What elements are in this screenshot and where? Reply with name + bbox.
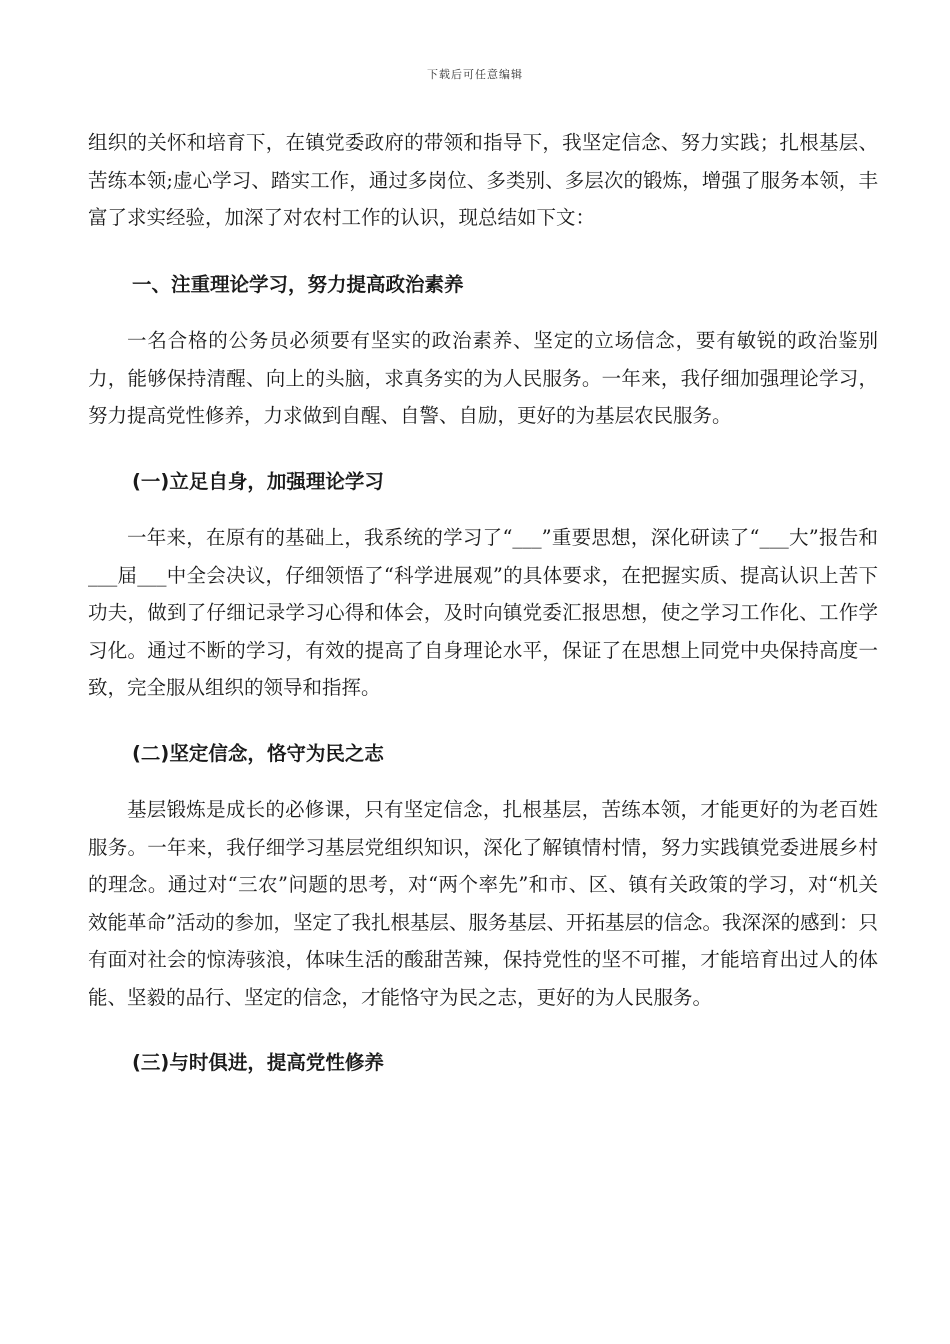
page-header: 下载后可任意编辑 [427,68,523,81]
subsection-3-heading: (三)与时俱进，提高党性修养 [132,1051,384,1074]
section-1-heading: 一、注重理论学习，努力提高政治素养 [132,272,464,296]
subsection-1-paragraph: 一年来，在原有的基础上，我系统的学习了“___”重要思想，深化研读了“___大”报告和___届___中全会决议，仔细领悟了“科学进展观”的具体要求，在把握实质、提高认识上苦下功夫，做到了仔细记录学习心得和体会，及时向镇党委汇报思想，使之学习工作化、工作学习化。通过不断的学习，有效的提高了自身理论水平，保证了在思想上同党中央保持高度一致，完全服从组织的领导和指挥。 [88,526,878,699]
document-body [88,124,878,1082]
subsection-2-paragraph: 基层锻炼是成长的必修课，只有坚定信念，扎根基层，苦练本领，才能更好的为老百姓服务。一年来，我仔细学习基层党组织知识，深化了解镇情村情，努力实践镇党委进展乡村的理念。通过对“三农”问题的思考，对“两个率先”和市、区、镇有关政策的学习，对“机关效能革命”活动的参加，坚定了我扎根基层、服务基层、开拓基层的信念。我深深的感到：只有面对社会的惊涛骇浪，体味生活的酸甜苦辣，保持党性的坚不可摧，才能培育出过人的体能、坚毅的品行、坚定的信念，才能恪守为民之志，更好的为人民服务。 [88,798,878,1009]
subsection-2-heading: (二)坚定信念，恪守为民之志 [132,741,384,765]
section-1-paragraph: 一名合格的公务员必须要有坚实的政治素养、坚定的立场信念，要有敏锐的政治鉴别力，能够保持清醒、向上的头脑，求真务实的为人民服务。一年来，我仔细加强理论学习，努力提高党性修养，力求做到自醒、自警、自励，更好的为基层农民服务。 [88,329,878,427]
intro-paragraph: 组织的关怀和培育下，在镇党委政府的带领和指导下，我坚定信念、努力实践；扎根基层、苦练本领;虚心学习、踏实工作，通过多岗位、多类别、多层次的锻炼，增强了服务本领，丰富了求实经验，加深了对农村工作的认识，现总结如下文： [88,131,878,229]
subsection-1-heading: (一)立足自身，加强理论学习 [132,469,384,493]
